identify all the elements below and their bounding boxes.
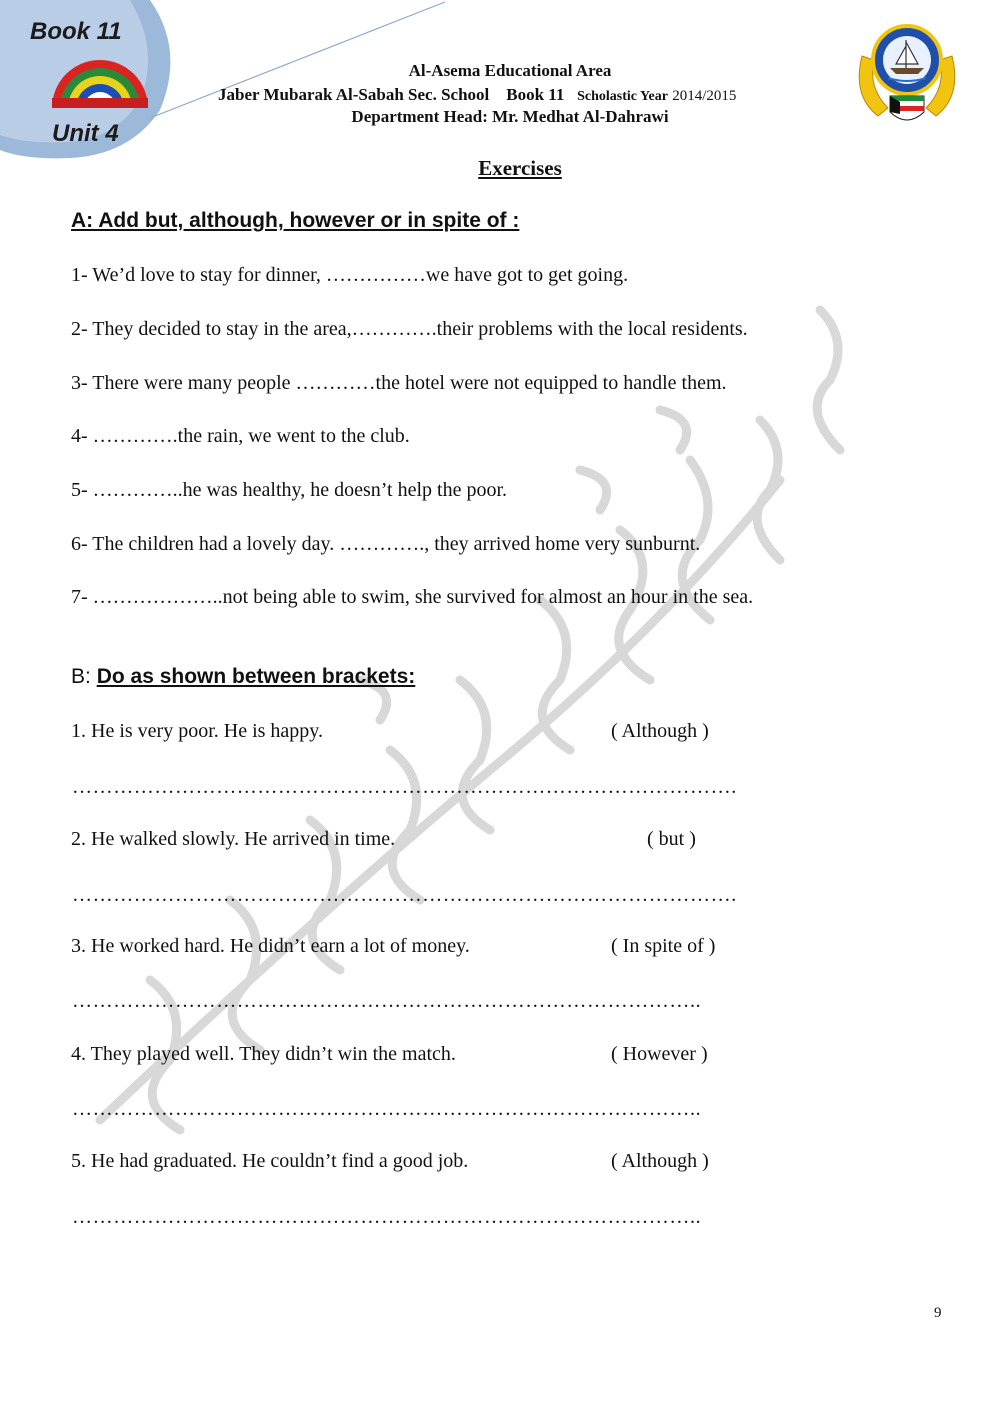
exercise-a-7: 7- ………………..not being able to swim, she survived for almost an hour in the sea.: [71, 586, 754, 608]
answer-line-b-5: ………………………………………………………………………………..: [72, 1206, 702, 1228]
section-a-heading: [71, 209, 519, 233]
exercise-b-1: 1. He is very poor. He is happy.: [71, 720, 323, 742]
exercise-b-3: 3. He worked hard. He didn’t earn a lot of money.: [71, 935, 470, 957]
exercise-a-5: 5- …………..he was healthy, he doesn’t help the poor.: [71, 479, 508, 501]
exercise-a-3: 3- There were many people …………the hotel were not equipped to handle them.: [71, 372, 727, 394]
section-b-heading: [71, 665, 415, 689]
exercise-b-4-hint: ( However ): [611, 1043, 708, 1065]
exercise-b-2: 2. He walked slowly. He arrived in time.: [71, 828, 396, 850]
exercise-a-6: 6- The children had a lovely day. …………., they arrived home very sunburnt.: [71, 533, 701, 555]
year-label: Scholastic Year: [577, 89, 668, 104]
school-name: Jaber Mubarak Al-Sabah Sec. School: [218, 85, 490, 104]
book-label: Book 11: [30, 18, 122, 45]
scholastic-year: 2014/2015: [672, 88, 737, 104]
section-a-heading-text: A: Add but, although, however or in spite of :: [71, 209, 520, 232]
answer-line-b-4: ………………………………………………………………………………..: [72, 1098, 702, 1120]
answer-line-b-3: ………………………………………………………………………………..: [72, 990, 702, 1012]
exercise-b-2-hint: ( but ): [647, 828, 696, 850]
exercise-b-4: 4. They played well. They didn’t win the match.: [71, 1043, 456, 1065]
exercise-a-4: 4- ………….the rain, we went to the club.: [71, 425, 410, 447]
section-b-heading-text: Do as shown between brackets:: [96, 665, 416, 688]
exercise-b-5-hint: ( Although ): [611, 1150, 709, 1172]
section-b-prefix: B:: [71, 665, 97, 688]
page-number: 9: [934, 1305, 942, 1321]
exercise-a-1: 1- We’d love to stay for dinner, ……………we have got to get going.: [71, 264, 629, 286]
exercise-b-5: 5. He had graduated. He couldn’t find a good job.: [71, 1150, 469, 1172]
exercise-a-2: 2- They decided to stay in the area,………….their problems with the local residents.: [71, 318, 748, 340]
exercise-b-1-hint: ( Although ): [611, 720, 709, 742]
kuwait-emblem-icon: [848, 16, 966, 134]
exercise-b-3-hint: ( In spite of ): [611, 935, 716, 957]
department-head: Department Head: Mr. Medhat Al-Dahrawi: [351, 107, 669, 126]
header-book: Book 11: [506, 85, 565, 104]
answer-line-b-2: …………………………………………………………………………………….: [72, 884, 737, 906]
unit-label: Unit 4: [52, 120, 119, 147]
page-title: Exercises: [478, 156, 562, 180]
school-line: [218, 85, 736, 105]
educational-area: Al-Asema Educational Area: [408, 61, 612, 80]
answer-line-b-1: …………………………………………………………………………………….: [72, 776, 737, 798]
